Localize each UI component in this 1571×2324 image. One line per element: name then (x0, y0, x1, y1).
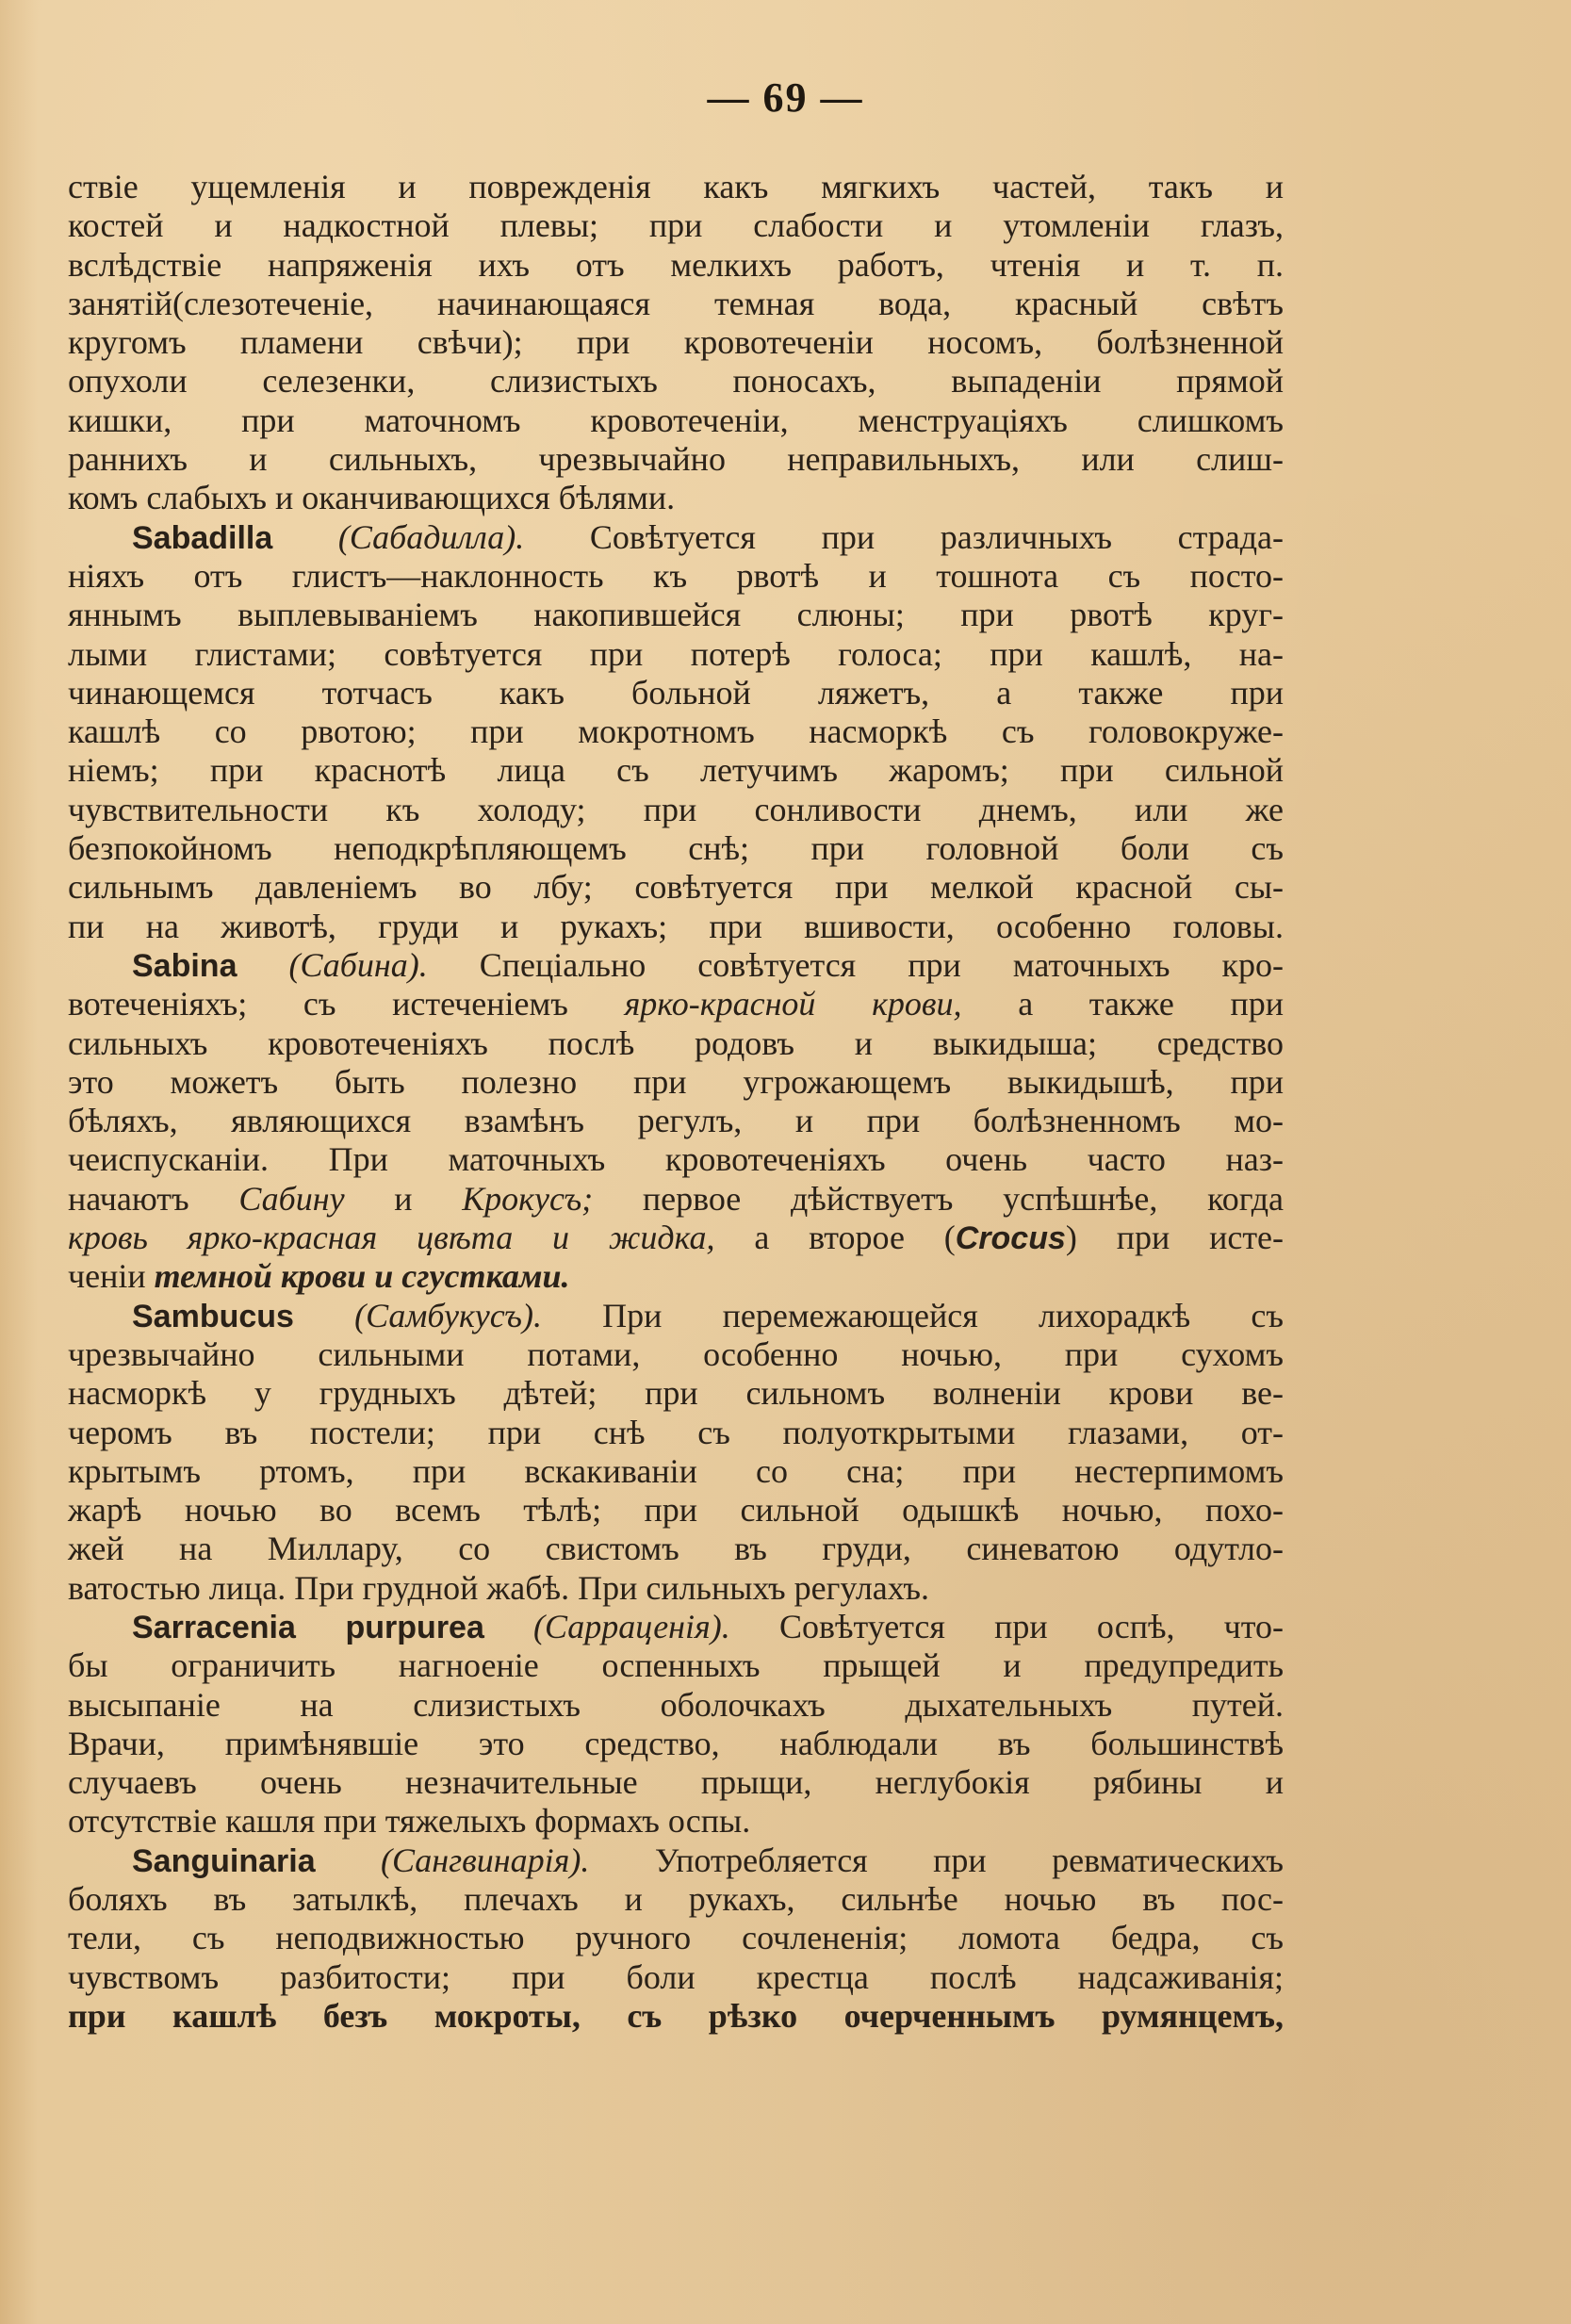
remedy-name: Sabina (132, 947, 237, 984)
remedy-name-russian: (Сарраценія). (533, 1607, 730, 1645)
text-fragment: Употребляется при ревматическихъ (654, 1841, 1284, 1879)
text-line: бѣляхъ, являющихся взамѣнъ регулъ, и при болѣзненномъ мо- (68, 1102, 1284, 1140)
text-line: сильныхъ кровотеченіяхъ послѣ родовъ и выкидыша; средство (68, 1023, 1284, 1062)
text-line: чрезвычайно сильными потами, особенно ночью, при сухомъ (68, 1334, 1284, 1373)
emphasis-text: Крокусъ; (462, 1179, 594, 1218)
entry-heading-line (68, 1841, 1284, 1880)
text-line: чувствительности къ холоду; при сонливости днемъ, или же (68, 790, 1284, 828)
text-line (68, 985, 1284, 1023)
entry-heading-line (68, 1297, 1284, 1335)
text-line: кашлѣ со рвотою; при мокротномъ насморкѣ съ головокруже- (68, 712, 1284, 751)
text-line: пи на животѣ, груди и рукахъ; при вшивости, особенно головы. (68, 907, 1284, 945)
emphasis-text: Сабину (238, 1179, 345, 1218)
text-line: бы ограничить нагноеніе оспенныхъ прыщей и предупредить (68, 1646, 1284, 1685)
text-line: яннымъ выплевываніемъ накопившейся слюны; при рвотѣ круг- (68, 596, 1284, 634)
text-line: насморкѣ у грудныхъ дѣтей; при сильномъ волненіи крови ве- (68, 1374, 1284, 1413)
text-fragment: При перемежающейся лихорадкѣ съ (602, 1296, 1284, 1334)
text-line: жарѣ ночью во всемъ тѣлѣ; при сильной одышкѣ ночью, похо- (68, 1491, 1284, 1530)
text-line: ствіе ущемленія и поврежденія какъ мягкихъ частей, такъ и (68, 168, 1284, 205)
entry-heading-line (68, 1608, 1284, 1646)
emphasis-text: темной крови и сгустками. (154, 1257, 570, 1296)
text-line: лыми глистами; совѣтуется при потерѣ голоса; при кашлѣ, на- (68, 634, 1284, 673)
remedy-name-russian: (Сабадилла). (337, 517, 525, 556)
text-line: чинающемся тотчасъ какъ больной ляжетъ, а также при (68, 673, 1284, 712)
text-line: кругомъ пламени свѣчи); при кровотеченіи носомъ, болѣзненной (68, 323, 1284, 362)
remedy-name: Sarracenia purpurea (132, 1609, 484, 1645)
text-fragment: Спеціально совѣтуется при маточныхъ кро- (479, 945, 1285, 984)
text-line: это можетъ быть полезно при угрожающемъ выкидышѣ, при (68, 1062, 1284, 1101)
text-fragment: вотеченіяхъ; съ истеченіемъ (68, 985, 568, 1023)
text-line: Врачи, примѣнявшіе это средство, наблюдали въ большинствѣ (68, 1724, 1284, 1762)
remedy-name-russian: (Сангвинарія). (381, 1841, 590, 1879)
text-line: крытымъ ртомъ, при вскакиваніи со сна; при нестерпимомъ (68, 1451, 1284, 1490)
remedy-name: Sabadilla (132, 519, 273, 556)
text-fragment: и (394, 1179, 413, 1218)
text-fragment: первое дѣйствуетъ успѣшнѣе, когда (642, 1179, 1285, 1218)
text-line: чувствомъ разбитости; при боли крестца послѣ надсаживанія; (68, 1957, 1284, 1996)
text-line: случаевъ очень незначительные прыщи, неглубокія рябины и (68, 1763, 1284, 1802)
text-line: опухоли селезенки, слизистыхъ поносахъ, выпаденіи прямой (68, 362, 1284, 401)
text-line: ватостью лица. При грудной жабѣ. При сильныхъ регулахъ. (68, 1568, 930, 1607)
text-line: боляхъ въ затылкѣ, плечахъ и рукахъ, сильнѣе ночью въ пос- (68, 1880, 1284, 1919)
text-line: черомъ въ постели; при снѣ съ полуоткрытыми глазами, от- (68, 1413, 1284, 1451)
text-line: кишки, при маточномъ кровотеченіи, менструаціяхъ слишкомъ (68, 401, 1284, 439)
emphasis-text: кровь ярко-красная цвѣта и жидка, (68, 1219, 715, 1257)
text-fragment: а также при (1018, 985, 1284, 1023)
text-line: ніяхъ отъ глистъ—наклонность къ рвотѣ и тошнота съ посто- (68, 556, 1284, 595)
text-fragment: Совѣтуется при различныхъ страда- (589, 517, 1284, 556)
text-fragment: а второе ( (754, 1219, 956, 1257)
text-line: комъ слабыхъ и оканчивающихся бѣлями. (68, 479, 676, 517)
text-fragment: начаютъ (68, 1179, 189, 1218)
text-line: вслѣдствіе напряженія ихъ отъ мелкихъ работъ, чтенія и т. п. (68, 245, 1284, 284)
text-line (68, 1257, 1284, 1296)
remedy-name: Sanguinaria (132, 1842, 316, 1879)
remedy-name-russian: (Сабина). (288, 945, 428, 984)
remedy-name: Sambucus (132, 1298, 294, 1334)
text-line: тели, съ неподвижностью ручного сочлененія; ломота бедра, съ (68, 1919, 1284, 1957)
text-line: высыпаніе на слизистыхъ оболочкахъ дыхательныхъ путей. (68, 1685, 1284, 1724)
page-number: — 69 — (707, 74, 864, 121)
text-line: чеиспусканіи. При маточныхъ кровотеченіяхъ очень часто наз- (68, 1140, 1284, 1179)
text-line: ніемъ; при краснотѣ лица съ летучимъ жаромъ; при сильной (68, 751, 1284, 790)
text-line (68, 1219, 1284, 1257)
text-fragment: ченіи (68, 1257, 146, 1296)
page-text (68, 168, 1284, 2036)
entry-heading-line (68, 946, 1284, 985)
remedy-name-russian: (Самбукусъ). (354, 1296, 542, 1334)
text-fragment: ) при исте- (1065, 1219, 1285, 1257)
text-line: при кашлѣ безъ мокроты, съ рѣзко очерченнымъ румянцемъ, (68, 1996, 1284, 2035)
text-line (68, 1180, 1284, 1219)
text-line: безпокойномъ неподкрѣпляющемъ снѣ; при головной боли съ (68, 829, 1284, 868)
text-line: сильнымъ давленіемъ во лбу; совѣтуется при мелкой красной сы- (68, 868, 1284, 907)
text-line: костей и надкостной плевы; при слабости и утомленіи глазъ, (68, 206, 1284, 245)
entry-heading-line (68, 518, 1284, 557)
text-line: раннихъ и сильныхъ, чрезвычайно неправильныхъ, или слиш- (68, 440, 1284, 479)
text-fragment: Совѣтуется при оспѣ, что- (778, 1607, 1285, 1645)
text-line: занятій(слезотеченіе, начинающаяся темная вода, красный свѣтъ (68, 284, 1284, 322)
remedy-name: Crocus (955, 1220, 1066, 1257)
emphasis-text: ярко-красной крови, (624, 985, 962, 1023)
text-line: отсутствіе кашля при тяжелыхъ формахъ оспы. (68, 1802, 751, 1841)
text-line: жей на Миллару, со свистомъ въ груди, синеватою одутло- (68, 1530, 1284, 1568)
